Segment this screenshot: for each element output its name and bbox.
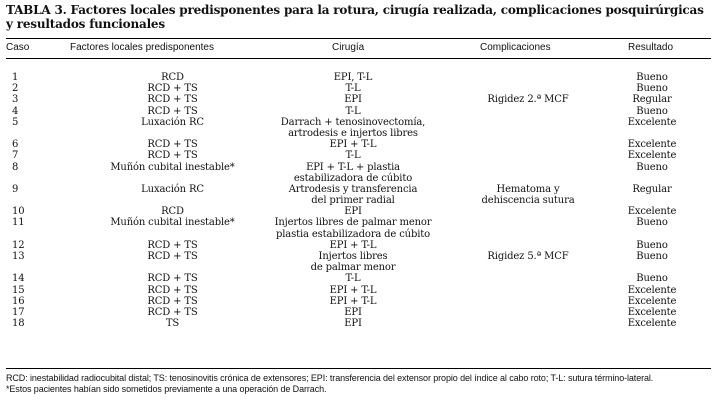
- cell-caso: 6: [12, 139, 19, 151]
- cell-cirugia: [248, 72, 458, 83]
- cell-factores: [70, 117, 275, 128]
- header-resultado: Resultado: [628, 42, 674, 53]
- cell-factores-line: TS: [165, 318, 180, 330]
- footnote: RCD: inestabilidad radiocubital distal; TS: tenosinovitis crónica de extensores; EPI: transferencia del extensor propio del índice al cabo roto; T-L: sutura término-lateral.: [6, 373, 654, 383]
- cell-factores: [70, 206, 275, 217]
- cell-factores-line: Muñón cubital inestable*: [110, 217, 235, 229]
- cell-factores: [70, 273, 275, 284]
- cell-caso: 15: [12, 284, 25, 296]
- footnote: *Estos pacientes habían sido sometidos previamente a una operación de Darrach.: [6, 384, 327, 395]
- cell-cirugia: [248, 296, 458, 307]
- cell-factores-line: RCD + TS: [147, 150, 198, 162]
- cell-caso: 14: [12, 273, 25, 285]
- cell-resultado: Bueno: [636, 239, 668, 251]
- cell-factores: [70, 94, 275, 105]
- cell-cirugia: [248, 139, 458, 150]
- cell-caso: 7: [12, 150, 19, 162]
- cell-cirugia-line: estabilizadora de cúbito: [293, 172, 413, 184]
- cell-factores-line: RCD: [161, 72, 184, 83]
- cell-cirugia: [248, 307, 458, 318]
- cell-resultado: Bueno: [636, 72, 668, 83]
- cell-factores-line: RCD + TS: [147, 139, 198, 151]
- cell-cirugia-line: EPI: [344, 307, 362, 319]
- cell-cirugia-line: T-L: [345, 150, 361, 162]
- cell-cirugia: [248, 318, 458, 329]
- cell-complicaciones: [458, 184, 598, 206]
- cell-factores: [70, 150, 275, 161]
- cell-cirugia-line: EPI + T-L + plastia: [306, 161, 400, 173]
- cell-caso: 12: [12, 239, 25, 251]
- cell-factores: [70, 296, 275, 307]
- table-header: [0, 42, 717, 54]
- cell-cirugia-line: T-L: [345, 105, 361, 117]
- cell-cirugia: [248, 285, 458, 296]
- cell-cirugia-line: plastia estabilizadora de cúbito: [275, 228, 431, 240]
- cell-factores: [70, 240, 275, 251]
- cell-caso: 16: [12, 295, 25, 307]
- table-row: [0, 240, 717, 251]
- cell-caso: 11: [12, 217, 25, 229]
- cell-resultado: Excelente: [627, 206, 677, 218]
- cell-cirugia-line: Injertos libres de palmar menor: [274, 217, 432, 229]
- cell-complicaciones-line: Hematoma y: [496, 183, 560, 195]
- cell-factores-line: RCD + TS: [147, 83, 198, 95]
- cell-complicaciones-line: Rigidez 2.ª MCF: [487, 94, 569, 106]
- cell-cirugia: [248, 206, 458, 217]
- cell-factores: [70, 106, 275, 117]
- cell-factores-line: RCD + TS: [147, 284, 198, 296]
- cell-caso: 17: [12, 307, 25, 319]
- cell-factores-line: RCD + TS: [147, 295, 198, 307]
- cell-factores-line: Muñón cubital inestable*: [110, 161, 235, 173]
- cell-cirugia-line: T-L: [345, 83, 361, 95]
- cell-cirugia: [248, 94, 458, 105]
- header-factores: Factores locales predisponentes: [70, 42, 214, 53]
- cell-cirugia-line: EPI: [344, 206, 362, 218]
- cell-factores-line: RCD + TS: [147, 307, 198, 319]
- cell-resultado: Excelente: [627, 295, 677, 307]
- cell-caso: 10: [12, 206, 25, 218]
- cell-caso: 13: [12, 251, 25, 263]
- table-row: [0, 117, 717, 139]
- cell-factores-line: RCD + TS: [147, 273, 198, 285]
- cell-factores-line: Luxación RC: [141, 183, 204, 195]
- table-row: [0, 307, 717, 318]
- cell-caso: 1: [12, 72, 19, 83]
- table-row: [0, 206, 717, 217]
- cell-complicaciones: [458, 251, 598, 262]
- table-row: [0, 217, 717, 239]
- cell-factores: [70, 139, 275, 150]
- cell-resultado: Excelente: [627, 139, 677, 151]
- cell-factores-line: RCD + TS: [147, 94, 198, 106]
- cell-resultado: Excelente: [627, 284, 677, 296]
- cell-complicaciones: [458, 94, 598, 105]
- cell-factores-line: Luxación RC: [141, 116, 204, 128]
- cell-resultado: Excelente: [627, 307, 677, 319]
- cell-resultado: Regular: [632, 94, 672, 106]
- cell-resultado: Bueno: [636, 251, 668, 263]
- cell-cirugia: [248, 83, 458, 94]
- cell-cirugia: [248, 217, 458, 239]
- table-row: [0, 184, 717, 206]
- cell-cirugia: [248, 162, 458, 184]
- bottom-rule: [6, 368, 711, 369]
- table-row: [0, 251, 717, 273]
- cell-cirugia: [248, 106, 458, 117]
- cell-cirugia: [248, 117, 458, 139]
- cell-cirugia-line: EPI + T-L: [329, 139, 377, 151]
- cell-caso: 18: [12, 318, 25, 330]
- cell-cirugia-line: EPI + T-L: [329, 284, 377, 296]
- cell-resultado: Excelente: [627, 150, 677, 162]
- cell-cirugia: [248, 240, 458, 251]
- cell-complicaciones-line: Rigidez 5.ª MCF: [487, 251, 569, 263]
- cell-resultado: Regular: [632, 183, 672, 195]
- cell-factores-line: RCD: [161, 206, 184, 218]
- cell-cirugia-line: artrodesis e injertos libres: [288, 127, 418, 139]
- table-row: [0, 285, 717, 296]
- cell-factores-line: RCD + TS: [147, 251, 198, 263]
- table-row: [0, 106, 717, 117]
- cell-factores: [70, 285, 275, 296]
- table-row: [0, 318, 717, 329]
- header-rule: [6, 58, 711, 59]
- table-row: [0, 296, 717, 307]
- cell-cirugia: [248, 273, 458, 284]
- table-row: [0, 72, 717, 83]
- cell-resultado: Excelente: [627, 116, 677, 128]
- cell-resultado: Bueno: [636, 217, 668, 229]
- table-row: [0, 94, 717, 105]
- cell-factores: [70, 217, 275, 228]
- cell-cirugia-line: EPI + T-L: [329, 239, 377, 251]
- cell-cirugia: [248, 150, 458, 161]
- table-row: [0, 150, 717, 161]
- cell-cirugia-line: EPI, T-L: [333, 72, 373, 83]
- cell-caso: 2: [12, 83, 19, 95]
- cell-caso: 4: [12, 105, 19, 117]
- cell-cirugia: [248, 251, 458, 273]
- cell-resultado: Excelente: [627, 318, 677, 330]
- cell-resultado: Bueno: [636, 161, 668, 173]
- cell-resultado: Bueno: [636, 105, 668, 117]
- cell-cirugia: [248, 184, 458, 206]
- cell-factores-line: RCD + TS: [147, 105, 198, 117]
- cell-factores: [70, 318, 275, 329]
- cell-complicaciones-line: dehiscencia sutura: [481, 195, 575, 207]
- table-footnotes: [6, 373, 711, 395]
- cell-cirugia-line: Artrodesis y transferencia: [288, 183, 418, 195]
- header-complicaciones: Complicaciones: [480, 42, 551, 53]
- cell-factores-line: RCD + TS: [147, 239, 198, 251]
- cell-factores: [70, 72, 275, 83]
- cell-resultado: Bueno: [636, 83, 668, 95]
- table-row: [0, 162, 717, 184]
- cell-cirugia-line: EPI: [344, 94, 362, 106]
- cell-factores: [70, 83, 275, 94]
- cell-caso: 3: [12, 94, 19, 106]
- cell-factores: [70, 307, 275, 318]
- cell-caso: 9: [12, 183, 19, 195]
- header-cirugia: Cirugía: [332, 42, 365, 53]
- cell-cirugia-line: del primer radial: [311, 195, 395, 207]
- cell-resultado: Bueno: [636, 273, 668, 285]
- cell-factores: [70, 251, 275, 262]
- table-row: [0, 273, 717, 284]
- cell-caso: 5: [12, 116, 19, 128]
- cell-factores: [70, 184, 275, 195]
- cell-factores: [70, 162, 275, 173]
- table-row: [0, 139, 717, 150]
- table-body: [0, 72, 717, 329]
- cell-caso: 8: [12, 161, 19, 173]
- header-caso: Caso: [6, 42, 30, 53]
- table-row: [0, 83, 717, 94]
- table-title: TABLA 3. Factores locales predisponentes para la rotura, cirugía realizada, complicaciones posquirúrgicas y resultados funcionales: [6, 3, 704, 31]
- cell-cirugia-line: T-L: [345, 273, 361, 285]
- cell-cirugia-line: de palmar menor: [310, 262, 396, 274]
- top-rule: [6, 38, 711, 39]
- cell-cirugia-line: Darrach + tenosinovectomía,: [280, 116, 426, 128]
- cell-cirugia-line: EPI + T-L: [329, 295, 377, 307]
- cell-cirugia-line: Injertos libres: [318, 251, 388, 263]
- cell-cirugia-line: EPI: [344, 318, 362, 330]
